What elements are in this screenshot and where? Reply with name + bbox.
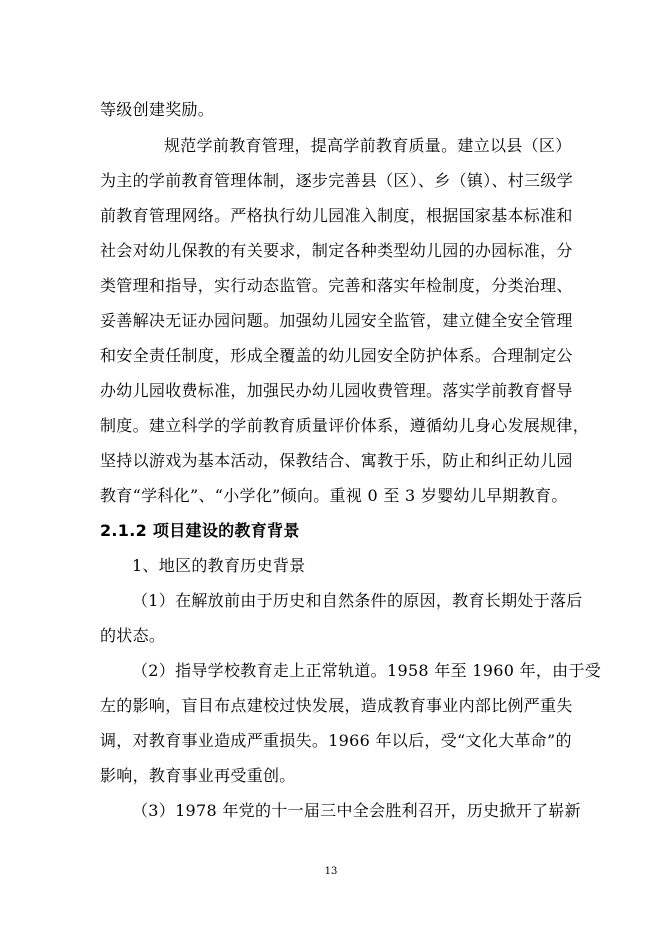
paragraph-line: 妥善解决无证办园问题。加强幼儿园安全监管，建立健全安全管理 [100,311,573,330]
paragraph-line: 类管理和指导，实行动态监管。完善和落实年检制度，分类治理、 [100,276,573,295]
paragraph-line: 社会对幼儿保教的有关要求，制定各种类型幼儿园的办园标准，分 [100,241,573,260]
paragraph-line: 左的影响，盲目布点建校过快发展，造成教育事业内部比例严重失 [100,696,573,715]
paragraph-first-line: （2）指导学校教育走上正常轨道。1958 年至 1960 年，由于受 [132,661,602,680]
section-heading: 2.1.2 项目建设的教育背景 [100,521,300,540]
paragraph-line: 制度。建立科学的学前教育质量评价体系，遵循幼儿身心发展规律， [100,416,590,435]
paragraph-line: 调，对教育事业造成严重损失。1966 年以后，受“文化大革命”的 [100,731,572,750]
paragraph-line: 影响，教育事业再受重创。 [100,766,296,785]
paragraph-line: 坚持以游戏为基本活动，保教结合、寓教于乐，防止和纠正幼儿园 [100,451,573,470]
paragraph-line: 和安全责任制度，形成全覆盖的幼儿园安全防护体系。合理制定公 [100,346,573,365]
paragraph-line: 办幼儿园收费标准，加强民办幼儿园收费管理。落实学前教育督导 [100,381,573,400]
paragraph-line: 的状态。 [100,626,166,645]
page-number: 13 [324,866,338,877]
paragraph-first-line: 规范学前教育管理，提高学前教育质量。建立以县（区） [164,136,572,155]
paragraph-line: 为主的学前教育管理体制，逐步完善县（区）、乡（镇）、村三级学 [100,171,574,190]
paragraph-first-line: （3）1978 年党的十一届三中全会胜利召开，历史掀开了崭新 [132,801,581,820]
subsection-heading: 1、地区的教育历史背景 [132,556,306,575]
paragraph-line: 前教育管理网络。严格执行幼儿园准入制度，根据国家基本标准和 [100,206,573,225]
paragraph-line: 教育“学科化”、“小学化”倾向。重视 0 至 3 岁婴幼儿早期教育。 [100,486,568,505]
paragraph-continuation-line: 等级创建奖励。 [100,100,215,119]
paragraph-first-line: （1）在解放前由于历史和自然条件的原因，教育长期处于落后 [132,591,583,610]
